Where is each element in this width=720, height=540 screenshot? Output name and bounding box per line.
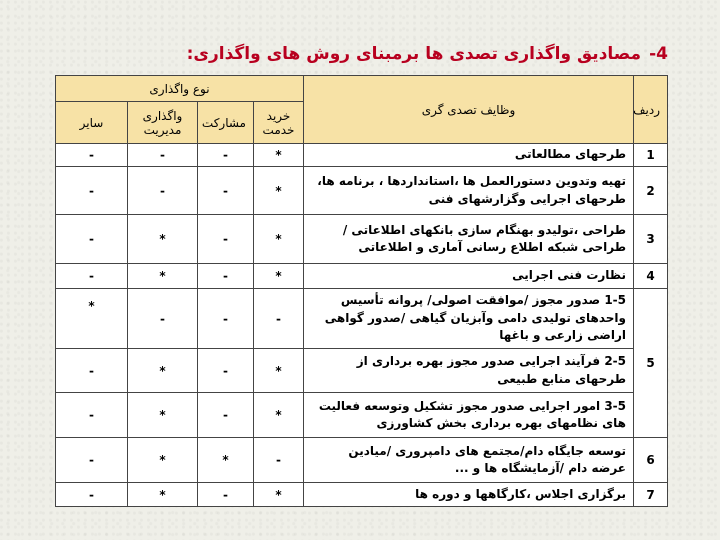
slide-title	[60, 44, 668, 64]
mark-cell: -	[56, 349, 128, 393]
mark-cell: *	[254, 264, 304, 289]
table-row	[56, 167, 668, 215]
duty-cell: توسعه جایگاه دام/مجتمع های دامپروری /میادین عرضه دام /آزمایشگاه ها و ...	[304, 438, 634, 483]
duty-cell: طرحهای مطالعاتی	[304, 144, 634, 167]
duty-cell: برگزاری اجلاس ،کارگاهها و دوره ها	[304, 483, 634, 507]
table-row	[56, 349, 668, 393]
mark-cell: -	[128, 289, 198, 349]
mark-cell: *	[128, 215, 198, 264]
duty-cell: 2-5 فرآیند اجرایی صدور مجوز بهره برداری از طرحهای منابع طبیعی	[304, 349, 634, 393]
table-row	[56, 438, 668, 483]
mark-cell: *	[254, 393, 304, 438]
mark-cell: -	[128, 144, 198, 167]
header-purchase-service: خرید خدمت	[254, 102, 304, 144]
mark-cell: *	[254, 144, 304, 167]
table-row	[56, 144, 668, 167]
header-row-number: ردیف	[634, 76, 668, 144]
mark-cell: -	[56, 144, 128, 167]
table-row	[56, 393, 668, 438]
mark-cell: -	[56, 167, 128, 215]
mark-cell: -	[198, 144, 254, 167]
mark-cell: -	[198, 483, 254, 507]
mark-cell: -	[198, 289, 254, 349]
mark-cell: -	[254, 289, 304, 349]
mark-cell: *	[128, 264, 198, 289]
mark-cell: *	[128, 393, 198, 438]
row-number: 6	[634, 438, 668, 483]
table-row	[56, 215, 668, 264]
mark-cell: -	[198, 167, 254, 215]
table-row	[56, 289, 668, 349]
header-management-assignment: واگذاری مدیریت	[128, 102, 198, 144]
duty-cell: 1-5 صدور مجوز /موافقت اصولی/ پروانه تأسیس واحدهای تولیدی دامی وآبزیان گیاهی /صدور گواهی اراضی زارعی و باغها	[304, 289, 634, 349]
row-number: 1	[634, 144, 668, 167]
mark-cell: *	[128, 438, 198, 483]
mark-cell: *	[128, 483, 198, 507]
mark-cell: *	[254, 215, 304, 264]
mark-cell: *	[128, 349, 198, 393]
row-number: 2	[634, 167, 668, 215]
duty-cell: 3-5 امور اجرایی صدور مجوز تشکیل وتوسعه فعالیت های نظامهای بهره برداری بخش کشاورزی	[304, 393, 634, 438]
duty-cell: نظارت فنی اجرایی	[304, 264, 634, 289]
mark-cell: -	[128, 167, 198, 215]
mark-cell: -	[198, 349, 254, 393]
mark-cell: -	[56, 215, 128, 264]
table-row	[56, 264, 668, 289]
row-number: 7	[634, 483, 668, 507]
mark-cell: -	[254, 438, 304, 483]
mark-cell: *	[254, 167, 304, 215]
assignment-table	[55, 75, 668, 507]
row-number: 5	[634, 289, 668, 438]
mark-cell: -	[198, 393, 254, 438]
mark-cell: *	[254, 483, 304, 507]
mark-cell: -	[198, 264, 254, 289]
mark-cell: -	[198, 215, 254, 264]
duty-cell: تهیه وتدوین دستورالعمل ها ،استانداردها ، برنامه ها، طرحهای اجرایی وگزارشهای فنی	[304, 167, 634, 215]
mark-cell: *	[254, 349, 304, 393]
mark-cell: *	[198, 438, 254, 483]
header-partnership: مشارکت	[198, 102, 254, 144]
title-number: 4-	[649, 44, 668, 64]
header-other: سایر	[56, 102, 128, 144]
duty-cell: طراحی ،تولیدو بهنگام سازی بانکهای اطلاعاتی /طراحی شبکه اطلاع رسانی آماری و اطلاعاتی	[304, 215, 634, 264]
mark-cell: -	[56, 393, 128, 438]
title-text: مصادیق واگذاری تصدی ها برمبنای روش های واگذاری:	[186, 44, 642, 64]
mark-cell: -	[56, 483, 128, 507]
table-row	[56, 483, 668, 507]
mark-cell: -	[56, 438, 128, 483]
mark-cell: *	[56, 289, 128, 349]
mark-cell: -	[56, 264, 128, 289]
row-number: 3	[634, 215, 668, 264]
row-number: 4	[634, 264, 668, 289]
header-duties: وظایف تصدی گری	[304, 76, 634, 144]
header-assignment-type: نوع واگذاری	[56, 76, 304, 102]
